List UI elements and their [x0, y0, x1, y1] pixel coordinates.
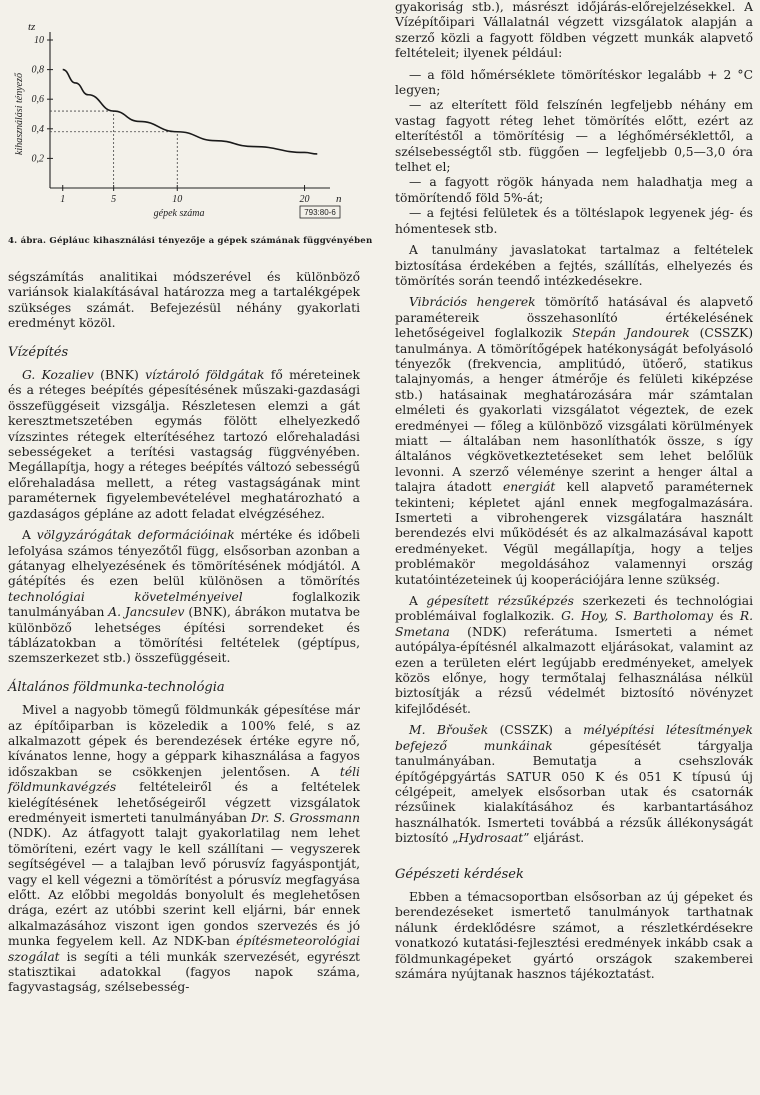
- y-axis-label: kihasználási tényező: [14, 73, 25, 155]
- y-tick-label: 0,8: [31, 64, 44, 76]
- line-chart: [8, 0, 360, 232]
- paragraph-hoy: A gépesített rézsűképzés szerkezeti és technológiai problémáival foglalkozik. G. Hoy, S. Bartholomay és R. Smetana (NDK) referátuma. Ismerteti a német autópálya-építésnél alkalmazott eljárásokat, valamint az ezen a területen elért legújabb eredményeket, amelyek közös előnye, hogy termőtalaj felhasználása nélkül biztosítják a rézsű védelmét biztosító növényzet kifejlődését.: [395, 594, 754, 716]
- x-axis-symbol: n: [336, 193, 342, 205]
- paragraph-kozaliev: G. Kozaliev (BNK) víztároló földgátak fő méreteinek és a réteges beépítés gépesítésének műszaki-gazdasági összefüggéseit vizsgálja. Részletesen elemzi a gát keresztmetszetében egymás fölött elhelyezkedő vízszintes rétegek elterítéséhez tartozó előrehaladási sebességeket a terítési vastagság függvényében. Megállapítja, hogy a réteges beépítés változó sebességű előrehaladása mellett, a réteg vastagságának mint paraméternek figyelembevételével meghatározható a gazdaságos gépláne az adott feladat elvégzéséhez.: [8, 368, 360, 521]
- paragraph-tanulmany: A tanulmány javaslatokat tartalmaz a feltételek biztosítása érdekében a fejtés, szállítás, elhelyezés és tömörítés során teendő intézkedésekre.: [395, 243, 753, 288]
- figure-4: [8, 0, 373, 270]
- x-tick-label: 5: [111, 194, 117, 205]
- topic-term: gépesített rézsűképzés: [426, 594, 574, 609]
- paragraph-jancsulev: A völgyzárógátak deformációinak mértéke és időbeli lefolyása számos tényezőtől függ, elsősorban azonban a gátanyag elhelyezésének és tömörítésének módjától. A gátépítés és ezen belül különösen a tömörítés technológiai követelményeivel foglalkozik tanulmányában A. Jancsulev (BNK), ábrákon mutatva be különböző lehetséges építési sorrendeket és táblázatokban a tömörítési feltételek (géptípus, szemszerkezet stb.) összefüggéseit.: [8, 528, 361, 666]
- topic-term: mélyépítési létesítmények befejező munkáinak: [395, 723, 754, 753]
- author-name: M. Břoušek: [409, 723, 489, 738]
- section-heading-vizepites: Vízépítés: [8, 344, 69, 360]
- author-name: A. Jancsulev: [108, 605, 185, 620]
- figure-code: 793:80-6: [304, 208, 336, 217]
- x-axis-label: gépek száma: [153, 208, 205, 219]
- author-name: R. Smetana: [395, 609, 754, 639]
- paragraph-brousek: M. Břoušek (CSSZK) a mélyépítési létesítmények befejező munkáinak gépesítését tárgyalja tanulmányában. Bemutatja a csehszlovák építőgépgyártás SATUR 050 K és 051 K típusú új célgépeit, amelyek elsősorban utak és csatornák rézsűinek kialakításához és karbantartásához használhatók. Ismerteti továbbá a rézsűk állékonyságát biztosító „Hydrosaat” eljárást.: [395, 723, 754, 846]
- y-tick-label: 10: [34, 35, 44, 46]
- y-tick-label: 0,2: [31, 153, 44, 165]
- list-item: — a fagyott rögök hányada nem haladhatja meg a tömörítendő föld 5%-át;: [395, 175, 753, 205]
- y-tick-label: 0,4: [31, 123, 44, 135]
- paragraph-continued: gyakoriság stb.), másrészt időjárás-előrejelzésekkel. A Vízépítőipari Vállalatnál végzett vizsgálatok alapján a szerző közli a fagyott földben végzett munkák alapvető feltételeit; ilyenek például:: [395, 0, 753, 61]
- author-name: G. Hoy, S. Bartholomay: [561, 609, 714, 624]
- section-heading-altalanos: Általános földmunka-technológia: [8, 679, 225, 695]
- topic-term: technológiai követelményeivel: [8, 589, 243, 604]
- author-name: G. Kozaliev: [22, 368, 94, 383]
- paragraph-grossmann: Mivel a nagyobb tömegű földmunkák gépesítése már az építőiparban is közeledik a 100% felé, s az alkalmazott gépek és berendezések értéke egyre nő, kívánatos lenne, hogy a géppark kihasználása a fagyos időszakban se csökkenjen jelentősen. A téli földmunkavégzés feltételeiről és a feltételek kielégítésének lehetőségeiről végzett vizsgálatok eredményeit ismerteti tanulmányában Dr. S. Grossmann (NDK). Az átfagyott talajt gyakorlatilag nem lehet tömöríteni, ezért vagy le kell szállítani — vegyszerek segítségével — a talajban levő pórusvíz fagyáspontját, vagy el kell végezni a tömörítést a pórusvíz megfagyása előtt. Az előbbi megoldás bonyolult és meglehetősen drága, ezért az utóbbi szerint kell eljárni, bár ennek alkalmazásához viszont igen gondos szervezés és jó munka fegyelem kell. Az NDK-ban építésmeteorológiai szogálat is segíti a téli munkák szervezését, egyrészt statisztikai adatokkal (fagyos napok száma, fagyvastagság, szélsebesség-: [8, 703, 360, 995]
- series-line: [63, 70, 318, 154]
- right-column: [395, 0, 753, 982]
- author-name: Dr. S. Grossmann: [251, 811, 360, 825]
- topic-term: Vibrációs hengerek: [409, 295, 536, 310]
- topic-term: víztároló földgátak: [145, 368, 265, 383]
- x-tick-label: 10: [172, 194, 183, 205]
- topic-term: téli földmunkavégzés: [8, 764, 360, 795]
- author-name: Stepán Jandourek: [572, 326, 690, 341]
- x-tick-label: 1: [60, 194, 66, 205]
- section-heading-gepeszeti: Gépészeti kérdések: [395, 866, 524, 882]
- topic-term: energiát: [502, 480, 556, 495]
- list-item: — az elterített föld felszínén legfeljebb néhány em vastag fagyott réteg lehet tömörítés előtt, ezért az elterítéstől a tömörítésig — a léghőmérséklettől, a szélsebességtől stb. függően — legfeljebb 0,5—3,0 óra telhet el;: [395, 98, 753, 175]
- topic-term: völgyzárógátak deformációinak: [36, 528, 235, 543]
- left-column: [8, 0, 373, 996]
- paragraph-intro: ségszámítás analitikai módszerével és különböző variánsok kialakításával határozza meg a tartalékgépek szükséges számát. Befejezésül néhány gyakorlati eredményt közöl.: [8, 270, 360, 331]
- y-tick-label: 0,6: [31, 94, 44, 106]
- paragraph-gepeszeti: Ebben a témacsoportban elsősorban az új gépeket és berendezéseket ismertető tanulmányok tarthatnak nálunk érdeklődésre számot, a részletkérdésekre vonatkozó kutatási-fejlesztési eredmények inkább csak a földmunkagépeket gyártó országok szakemberei számára nyújtanak hasznos tájékoztatást.: [395, 889, 753, 981]
- x-tick-label: 20: [299, 194, 310, 205]
- list-item: — a fejtési felületek és a töltéslapok legyenek jég- és hómentesek stb.: [395, 206, 753, 236]
- topic-term: Hydrosaat: [458, 831, 524, 846]
- topic-term: építésmeteorológiai szogálat: [8, 934, 360, 964]
- paragraph-jandourek: Vibrációs hengerek tömörítő hatásával és alapvető paramétereik összehasonlító értékelésének lehetőségeivel foglalkozik Stepán Jandourek (CSSZK) tanulmánya. A tömörítőgépek hatékonyságát befolyásoló tényezők (frekvencia, amplitúdó, ütőerő, statikus talajnyomás, a henger átmérője és felületi kiképzése stb.) hatásainak meghatározására már számtalan elméleti és gyakorlati vizsgálatot végeztek, de ezek eredményei — főleg a különböző vizsgálati körülmények miatt — általában nem hasonlíthatók össze, s így általános végkövetkeztetéseket sem lehet belőlük levonni. A szerző véleménye szerint a henger által a talajra átadott energiát kell alapvető paraméternek tekinteni; képletet ajánl ennek megfogalmazására. Ismerteti a vibrohengerek vizsgálatára használt berendezés elvi működését és az alkalmazásával kapott eredményeket. Végül megállapítja, hogy a teljes problémakör megoldásához valamennyi ország kutatóintézeteinek új kooperációjára lenne szükség.: [395, 295, 754, 587]
- figure-caption: 4. ábra. Gépláuc kihasználási tényezője a gépek számának függvényében: [8, 236, 373, 246]
- y-axis-symbol: tz: [28, 21, 36, 33]
- list-item: — a föld hőmérséklete tömörítéskor legalább + 2 °C legyen;: [395, 67, 753, 98]
